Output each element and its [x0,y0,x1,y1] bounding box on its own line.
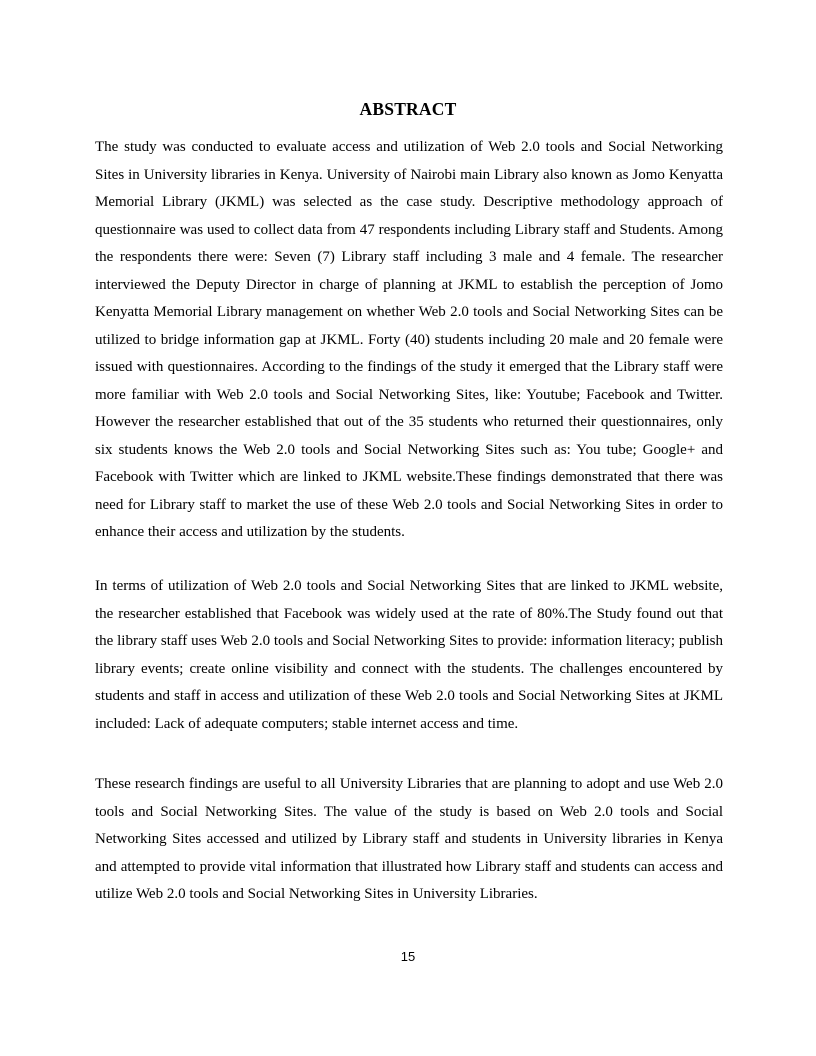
abstract-paragraph-1: The study was conducted to evaluate access and utilization of Web 2.0 tools and Social Networking Sites in University libraries in Kenya. University of Nairobi main Library also known as Jomo Kenyatta Memorial Library (JKML) was selected as the case study. Descriptive methodology approach of questionnaire was used to collect data from 47 respondents including Library staff and Students. Among the respondents there were: Seven (7) Library staff including 3 male and 4 female. The researcher interviewed the Deputy Director in charge of planning at JKML to establish the perception of Jomo Kenyatta Memorial Library management on whether Web 2.0 tools and Social Networking Sites can be utilized to bridge information gap at JKML. Forty (40) students including 20 male and 20 female were issued with questionnaires. According to the findings of the study it emerged that the Library staff were more familiar with Web 2.0 tools and Social Networking Sites, like: Youtube; Facebook and Twitter. However the researcher established that out of the 35 students who returned their questionnaires, only six students knows the Web 2.0 tools and Social Networking Sites such as: You tube; Google+ and Facebook with Twitter which are linked to JKML website.These findings demonstrated that there was need for Library staff to market the use of these Web 2.0 tools and Social Networking Sites in order to enhance their access and utilization by the students. [95,139,723,540]
abstract-paragraph-2: In terms of utilization of Web 2.0 tools and Social Networking Sites that are linked to JKML website, the researcher established that Facebook was widely used at the rate of 80%.The Study found out that the library staff uses Web 2.0 tools and Social Networking Sites to provide: information literacy; publish library events; create online visibility and connect with the students. The challenges encountered by students and staff in access and utilization of these Web 2.0 tools and Social Networking Sites at JKML included: Lack of adequate computers; stable internet access and time. [95,578,723,732]
abstract-heading: ABSTRACT [359,99,457,119]
page-number: 15 [400,949,416,964]
abstract-paragraph-3: These research findings are useful to all University Libraries that are planning to adopt and use Web 2.0 tools and Social Networking Sites. The value of the study is based on Web 2.0 tools and Social Networking Sites accessed and utilized by Library staff and students in University libraries in Kenya and attempted to provide vital information that illustrated how Library staff and students can access and utilize Web 2.0 tools and Social Networking Sites in University Libraries. [95,776,723,902]
